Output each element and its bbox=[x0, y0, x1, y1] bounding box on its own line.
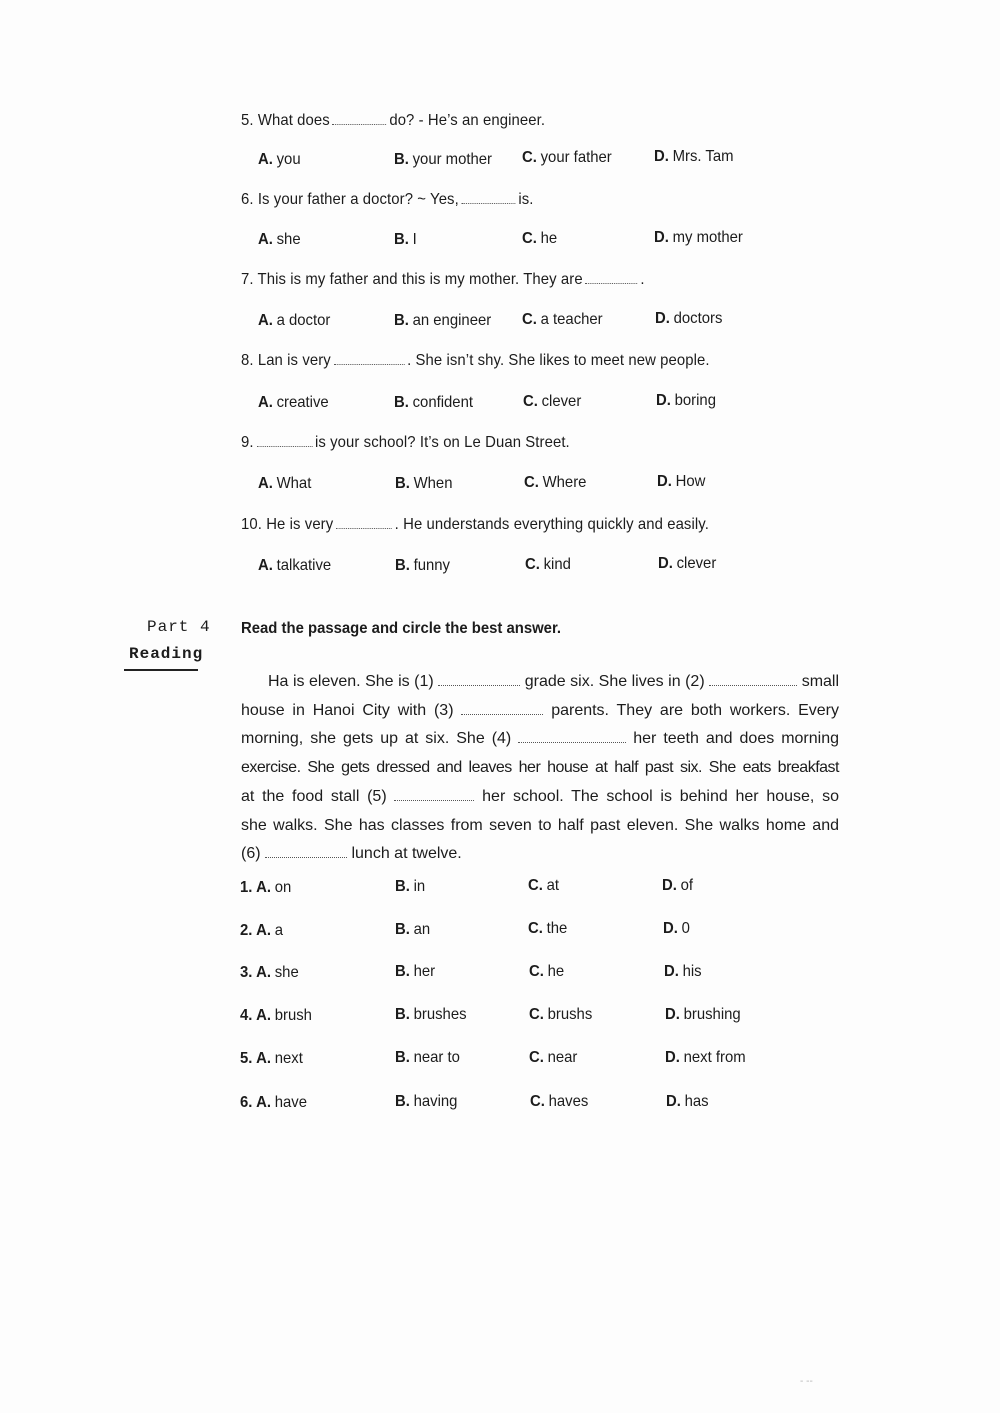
passage-line: at the food stall (5) her school. The school is behind her house, so bbox=[241, 787, 840, 805]
option-d: D. clever bbox=[658, 555, 717, 572]
question-stem-before: 10. He is very bbox=[241, 516, 334, 533]
option-d: D. brushing bbox=[665, 1006, 741, 1023]
option-c: C. kind bbox=[525, 556, 571, 573]
question-stem-before: 9. bbox=[241, 434, 254, 451]
reading-answer-5: 5. A. next bbox=[240, 1050, 303, 1067]
option-c: C. Where bbox=[524, 474, 587, 491]
passage-blank-1 bbox=[438, 673, 520, 686]
option-b: B. near to bbox=[395, 1049, 460, 1066]
option-a: A. talkative bbox=[258, 557, 332, 574]
option-c: C. he bbox=[529, 963, 565, 980]
option-a: A. she bbox=[258, 231, 301, 248]
passage-blank-6 bbox=[265, 845, 347, 858]
option-c: C. at bbox=[528, 877, 560, 894]
passage-blank-2 bbox=[709, 673, 797, 686]
passage-line: exercise. She gets dressed and leaves her house at half past six. She eats breakfast bbox=[241, 759, 839, 777]
option-c: C. he bbox=[522, 230, 558, 247]
passage-blank-4 bbox=[518, 730, 626, 743]
option-d: D. How bbox=[657, 473, 706, 490]
question-stem-before: 5. What does bbox=[241, 112, 330, 129]
answer-blank bbox=[585, 271, 637, 284]
passage-blank-3 bbox=[461, 702, 543, 715]
option-d: D. doctors bbox=[655, 310, 723, 327]
option-b: B. funny bbox=[395, 557, 451, 574]
option-c: C. near bbox=[529, 1049, 578, 1066]
question-stem-before: 7. This is my father and this is my mother. They are bbox=[241, 271, 583, 288]
option-b: B. I bbox=[394, 231, 417, 248]
option-d: D. my mother bbox=[654, 229, 743, 246]
question-6 bbox=[241, 191, 534, 209]
option-b: B. her bbox=[395, 963, 436, 980]
reading-answer-3: 3. A. she bbox=[240, 964, 299, 981]
option-b: B. When bbox=[395, 475, 453, 492]
passage-blank-5 bbox=[394, 788, 474, 801]
question-stem-after: is your school? It’s on Le Duan Street. bbox=[314, 434, 570, 451]
option-b: B. brushes bbox=[395, 1006, 467, 1023]
question-7 bbox=[241, 271, 645, 289]
option-b: B. in bbox=[395, 878, 426, 895]
question-stem-after: . He understands everything quickly and easily. bbox=[394, 516, 709, 533]
question-9 bbox=[241, 434, 570, 452]
reading-answer-4: 4. A. brush bbox=[240, 1007, 312, 1024]
part-label: Part 4 bbox=[147, 618, 211, 636]
passage-line: she walks. She has classes from seven to half past eleven. She walks home and bbox=[241, 816, 839, 834]
passage-line: house in Hanoi City with (3) parents. They are both workers. Every bbox=[241, 701, 840, 719]
option-c: C. the bbox=[528, 920, 568, 937]
option-b: B. your mother bbox=[394, 151, 492, 168]
reading-answer-1: 1. A. on bbox=[240, 879, 292, 896]
option-a: A. you bbox=[258, 151, 301, 168]
answer-blank bbox=[336, 516, 392, 529]
option-b: B. an engineer bbox=[394, 312, 492, 329]
part-title-underline bbox=[124, 669, 198, 671]
option-d: D. has bbox=[666, 1093, 709, 1110]
option-c: C. haves bbox=[530, 1093, 589, 1110]
option-b: B. confident bbox=[394, 394, 473, 411]
option-d: D. boring bbox=[656, 392, 716, 409]
scan-artifact-mark: - -- bbox=[800, 1376, 813, 1387]
answer-blank bbox=[333, 112, 387, 125]
answer-blank bbox=[462, 191, 516, 204]
option-c: C. a teacher bbox=[522, 311, 603, 328]
question-8 bbox=[241, 352, 710, 370]
option-d: D. Mrs. Tam bbox=[654, 148, 734, 165]
option-d: D. 0 bbox=[663, 920, 690, 937]
option-d: D. next from bbox=[665, 1049, 746, 1066]
question-stem-after: do? - He’s an engineer. bbox=[389, 112, 546, 129]
option-b: B. an bbox=[395, 921, 431, 938]
answer-blank bbox=[334, 352, 405, 365]
option-a: A. creative bbox=[258, 394, 329, 411]
reading-answer-6: 6. A. have bbox=[240, 1094, 308, 1111]
reading-passage bbox=[241, 668, 839, 869]
answer-blank bbox=[256, 434, 312, 447]
passage-line: Ha is eleven. She is (1) grade six. She lives in (2) small bbox=[268, 673, 840, 690]
option-c: C. your father bbox=[522, 149, 612, 166]
option-c: C. brushs bbox=[529, 1006, 593, 1023]
part-title: Reading bbox=[129, 645, 204, 663]
reading-answer-2: 2. A. a bbox=[240, 922, 284, 939]
option-b: B. having bbox=[395, 1093, 458, 1110]
question-stem-before: 8. Lan is very bbox=[241, 352, 331, 369]
question-stem-before: 6. Is your father a doctor? ~ Yes, bbox=[241, 191, 459, 208]
option-c: C. clever bbox=[523, 393, 582, 410]
option-d: D. his bbox=[664, 963, 702, 980]
question-10 bbox=[241, 516, 709, 534]
question-5 bbox=[241, 112, 545, 130]
question-stem-after: is. bbox=[518, 191, 534, 208]
question-stem-after: . bbox=[640, 271, 645, 288]
part-instruction: Read the passage and circle the best answer. bbox=[241, 620, 562, 637]
passage-line: morning, she gets up at six. She (4) her teeth and does morning bbox=[241, 730, 840, 748]
option-a: A. What bbox=[258, 475, 312, 492]
passage-line: (6) lunch at twelve. bbox=[241, 845, 462, 863]
option-d: D. of bbox=[662, 877, 694, 894]
question-stem-after: . She isn’t shy. She likes to meet new people. bbox=[407, 352, 710, 369]
option-a: A. a doctor bbox=[258, 312, 331, 329]
